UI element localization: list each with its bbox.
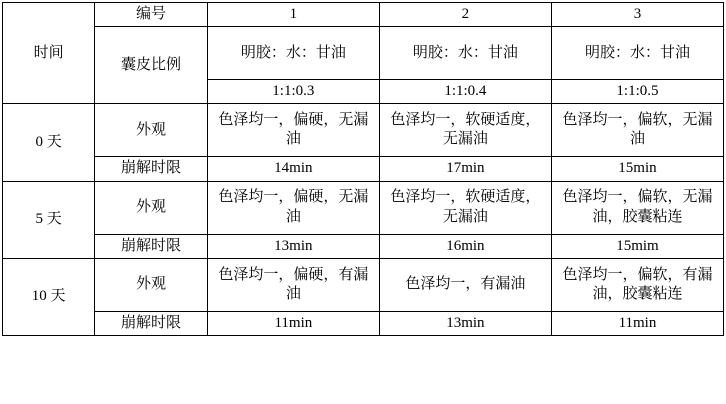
header-code-cell <box>95 3 208 27</box>
table-row <box>3 104 724 157</box>
table-row <box>3 258 724 311</box>
cell-appearance-5-2: 色泽均一，软硬适度，无漏油 <box>379 181 551 234</box>
header-composition-2: 明胶：水：甘油 <box>379 27 551 80</box>
group-time-5: 5 天 <box>3 181 95 258</box>
header-time-cell <box>3 3 95 104</box>
header-sample-1: 1 <box>207 3 379 27</box>
header-sample-2: 2 <box>379 3 551 27</box>
row-label-appearance: 外观 <box>95 181 208 234</box>
table-row <box>3 311 724 335</box>
cell-appearance-0-2: 色泽均一，软硬适度，无漏油 <box>379 104 551 157</box>
cell-disintegration-5-1: 13min <box>207 234 379 258</box>
header-ratio-1: 1:1:0.3 <box>207 80 379 104</box>
header-ratio-label: 囊皮比例 <box>120 56 181 73</box>
row-label-disintegration: 崩解时限 <box>95 234 208 258</box>
cell-disintegration-5-3: 15mim <box>551 234 723 258</box>
row-label-appearance: 外观 <box>95 258 208 311</box>
cell-disintegration-0-3: 15min <box>551 157 723 181</box>
results-table <box>2 2 724 336</box>
table-row-header-composition <box>3 27 724 80</box>
cell-disintegration-10-2: 13min <box>379 311 551 335</box>
cell-disintegration-5-2: 16min <box>379 234 551 258</box>
header-code-label: 编号 <box>135 6 166 22</box>
cell-disintegration-10-3: 11min <box>551 311 723 335</box>
row-label-disintegration: 崩解时限 <box>95 311 208 335</box>
cell-appearance-10-3: 色泽均一，偏软，有漏油，胶囊粘连 <box>551 258 723 311</box>
header-composition-1: 明胶：水：甘油 <box>207 27 379 80</box>
table-row-header-code <box>3 3 724 27</box>
row-label-disintegration: 崩解时限 <box>95 157 208 181</box>
header-ratio-cell <box>95 27 208 104</box>
cell-appearance-5-1: 色泽均一，偏硬，无漏油 <box>207 181 379 234</box>
cell-disintegration-0-2: 17min <box>379 157 551 181</box>
header-ratio-3: 1:1:0.5 <box>551 80 723 104</box>
cell-appearance-0-1: 色泽均一，偏硬，无漏油 <box>207 104 379 157</box>
table-row <box>3 181 724 234</box>
document-page <box>0 2 726 404</box>
header-time-label: 时间 <box>33 44 64 61</box>
table-row <box>3 234 724 258</box>
cell-appearance-10-2: 色泽均一，有漏油 <box>379 258 551 311</box>
header-ratio-2: 1:1:0.4 <box>379 80 551 104</box>
header-composition-3: 明胶：水：甘油 <box>551 27 723 80</box>
cell-disintegration-10-1: 11min <box>207 311 379 335</box>
cell-appearance-0-3: 色泽均一，偏软，无漏油 <box>551 104 723 157</box>
group-time-0: 0 天 <box>3 104 95 181</box>
row-label-appearance: 外观 <box>95 104 208 157</box>
header-sample-3: 3 <box>551 3 723 27</box>
cell-disintegration-0-1: 14min <box>207 157 379 181</box>
cell-appearance-10-1: 色泽均一，偏硬，有漏油 <box>207 258 379 311</box>
group-time-10: 10 天 <box>3 258 95 335</box>
cell-appearance-5-3: 色泽均一，偏软，无漏油，胶囊粘连 <box>551 181 723 234</box>
table-row <box>3 157 724 181</box>
